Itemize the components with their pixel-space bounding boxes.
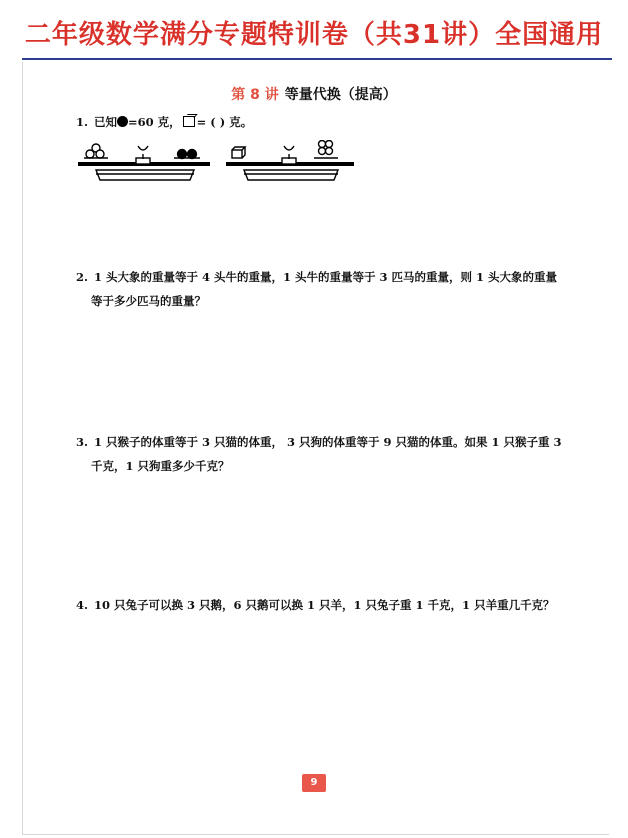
question-number: 4. [76, 598, 89, 612]
balance-scales-illustration [76, 140, 356, 186]
question-3 [76, 430, 576, 478]
question-text-line2: 等于多少匹马的重量？ [91, 294, 206, 308]
balance-scale-right [226, 141, 354, 181]
cube-icon [183, 116, 195, 127]
banner-title: 二年级数学满分专题特训卷（共31讲）全国通用 [24, 20, 604, 50]
question-text-mid: =60 克， [128, 115, 181, 129]
header-banner [0, 0, 628, 60]
question-text-line2: 千克，1 只狗重多少千克？ [91, 459, 230, 473]
question-text-line1: 1 只猴子的体重等于 3 只猫的体重， 3 只狗的体重等于 9 只猫的体重。如果 1 只猴子重 3 [94, 435, 562, 449]
question-2 [76, 265, 576, 313]
question-text-line1: 10 只兔子可以换 3 只鹅，6 只鹅可以换 1 只羊，1 只兔子重 1 千克，1 只羊重几千克？ [94, 598, 555, 612]
question-text-line1: 1 头大象的重量等于 4 头牛的重量，1 头牛的重量等于 3 匹马的重量，则 1 头大象的重量 [94, 270, 558, 284]
question-number: 2. [76, 270, 89, 284]
lesson-number: 第 8 讲 [231, 87, 279, 103]
question-4 [76, 593, 576, 617]
lesson-name: 等量代换（提高） [284, 87, 397, 103]
question-number: 3. [76, 435, 89, 449]
page-number: 9 [302, 774, 326, 792]
question-text-pre: 已知 [94, 115, 118, 129]
question-text-post: = ( ) 克。 [196, 115, 253, 129]
banner-divider [22, 58, 612, 60]
lesson-heading [0, 84, 628, 104]
balance-scale-left [78, 144, 210, 180]
black-ball-icon [117, 116, 128, 127]
question-1 [76, 110, 576, 134]
question-number: 1. [76, 115, 89, 129]
